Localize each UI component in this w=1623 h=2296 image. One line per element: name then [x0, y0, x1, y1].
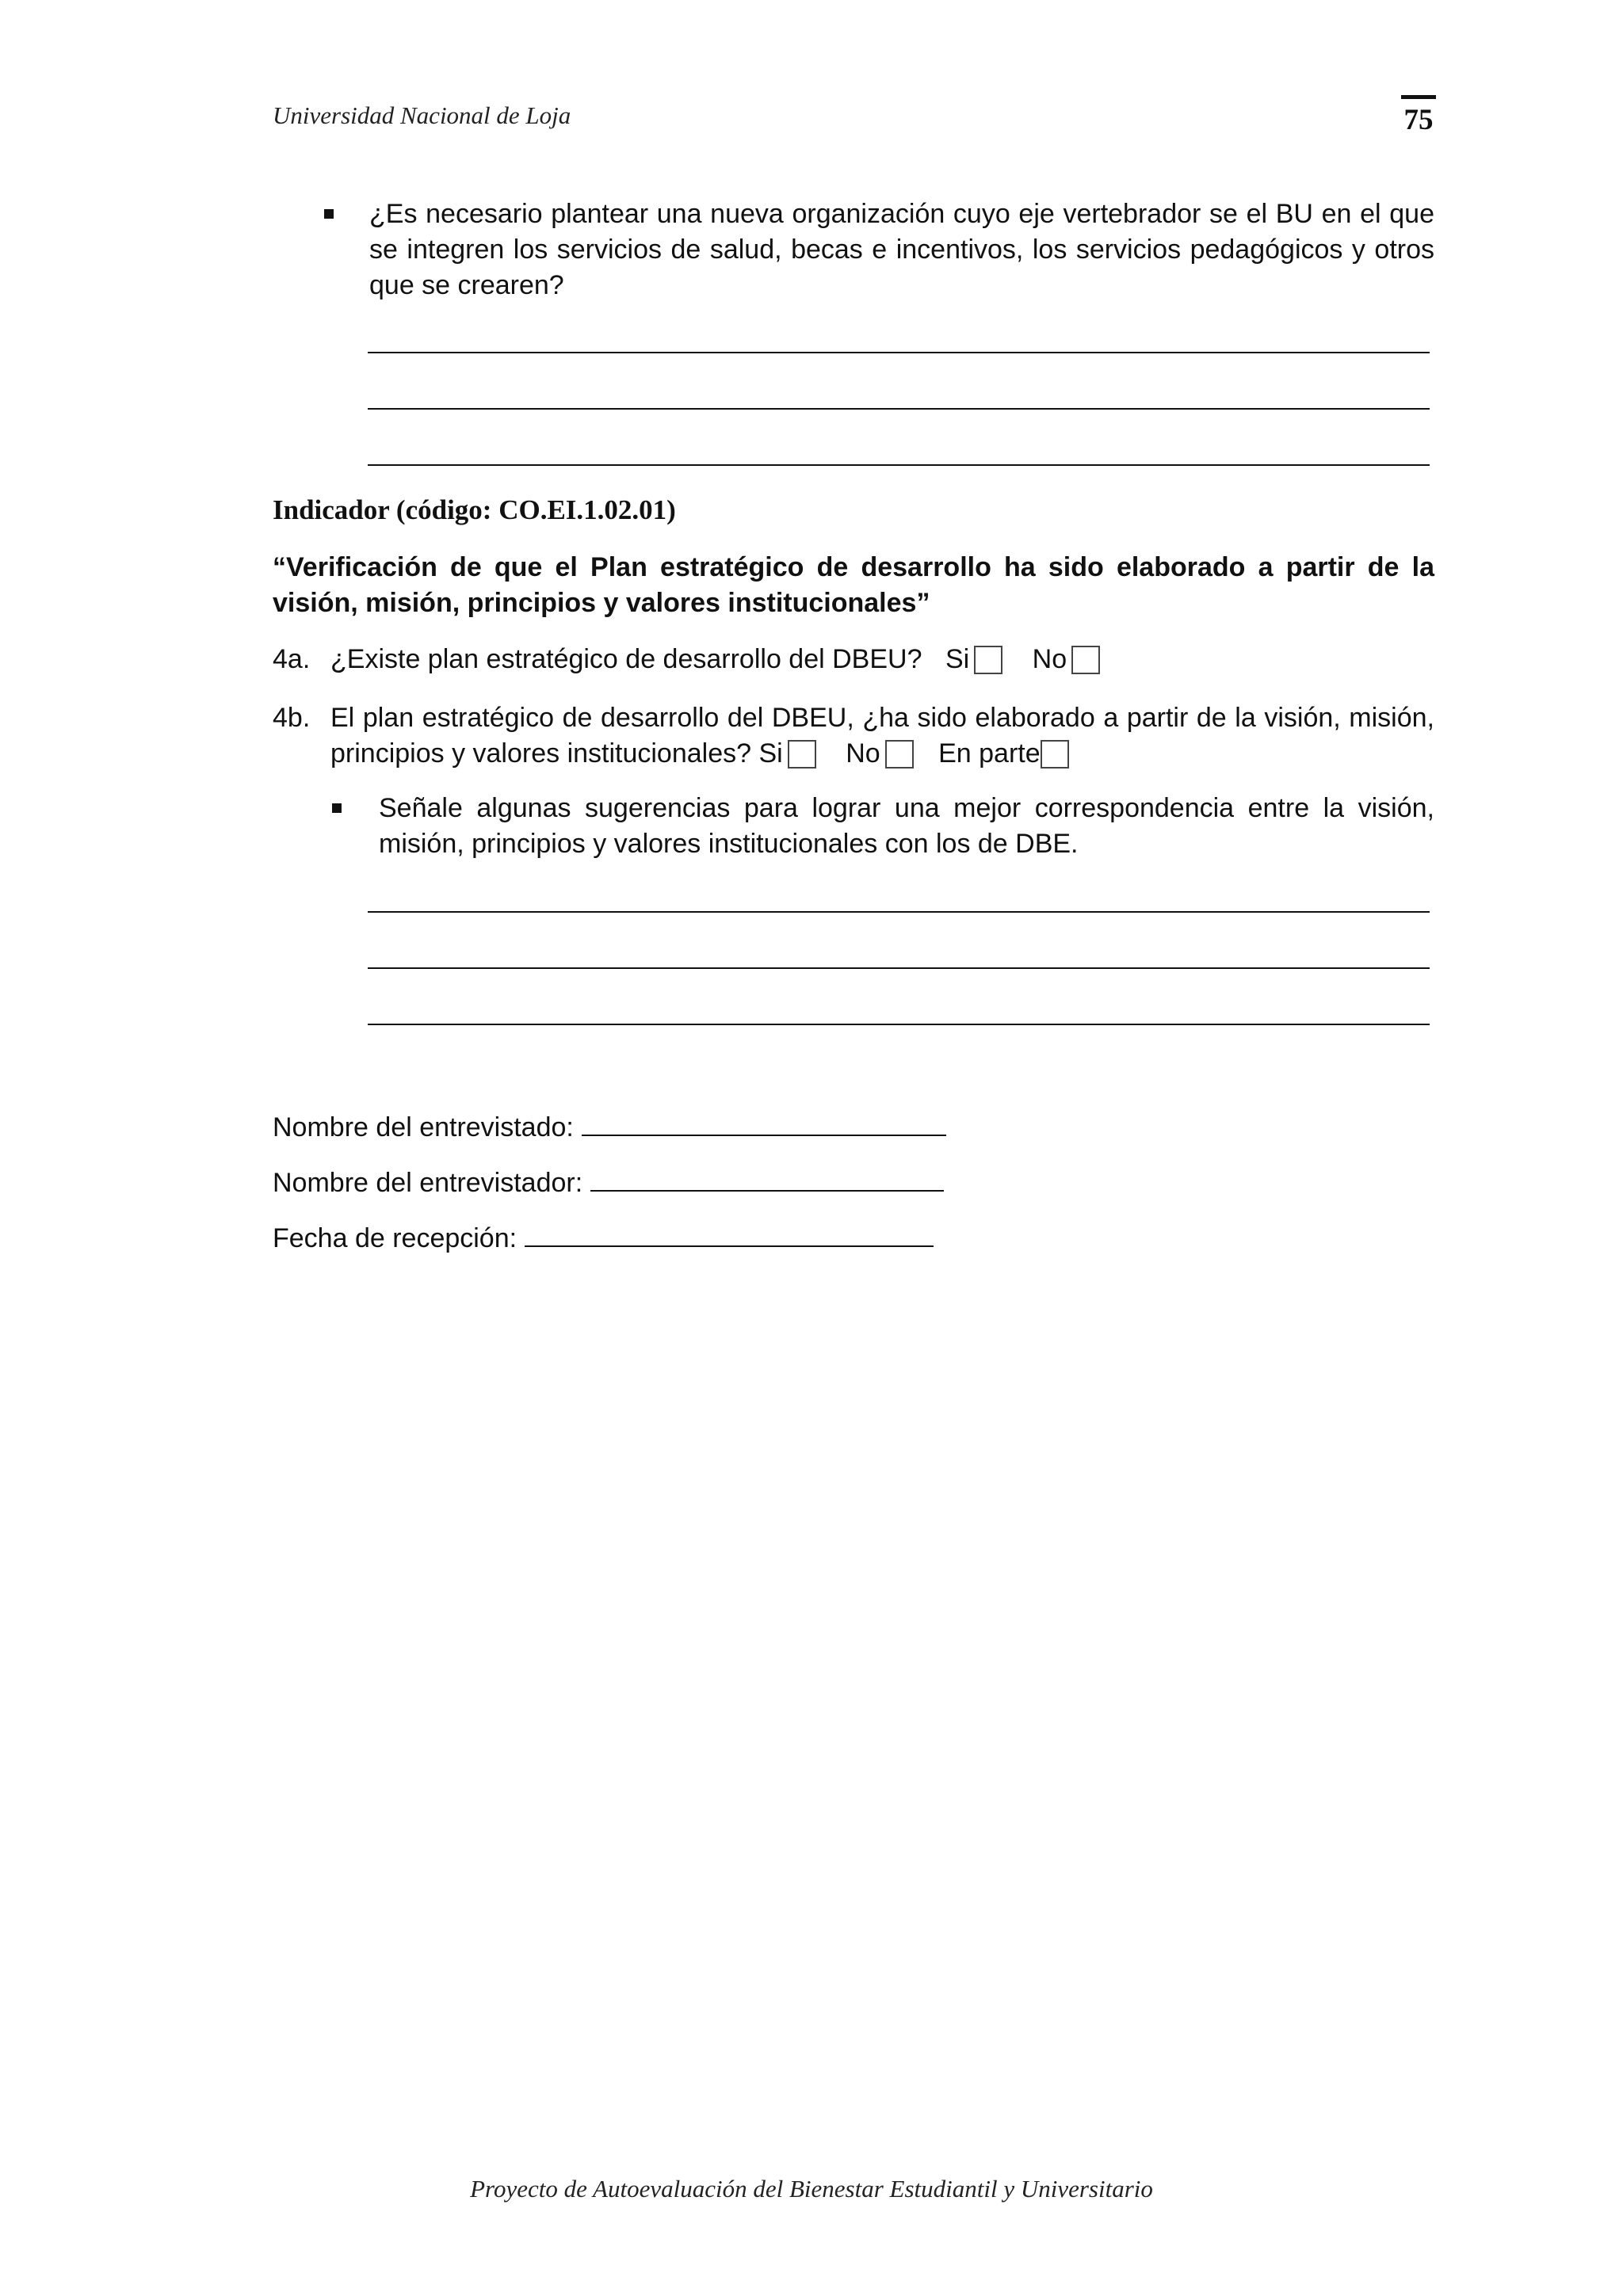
answer-line[interactable]	[368, 1024, 1430, 1025]
interviewer-input[interactable]	[590, 1163, 944, 1192]
question-4b-text: El plan estratégico de desarrollo del DBEU, ¿ha sido elaborado a partir de la visión, misión, principios y valores institucionales? Si No En parte	[330, 703, 1434, 769]
interviewee-label: Nombre del entrevistado:	[273, 1112, 574, 1142]
interviewee-input[interactable]	[582, 1108, 946, 1136]
question-4a	[330, 642, 1100, 677]
bullet-icon	[332, 803, 342, 813]
answer-line[interactable]	[368, 464, 1430, 466]
option-no-label: No	[1032, 644, 1067, 674]
option-si-label: Si	[758, 738, 783, 769]
option-en-parte-label: En parte	[938, 738, 1041, 769]
page-number-block	[1400, 95, 1438, 135]
answer-line[interactable]	[368, 967, 1430, 969]
page-number: 75	[1403, 104, 1434, 136]
reception-date-label: Fecha de recepción:	[273, 1223, 517, 1253]
indicator-statement: “Verificación de que el Plan estratégico de desarrollo ha sido elaborado a partir de la visión, misión, principios y valores institucionales”	[273, 552, 1434, 618]
indicator-heading: Indicador (código: CO.EI.1.02.01)	[273, 494, 676, 525]
interviewer-label: Nombre del entrevistador:	[273, 1168, 583, 1198]
option-no-label: No	[846, 738, 880, 769]
reception-date-input[interactable]	[525, 1219, 934, 1247]
answer-line[interactable]	[368, 408, 1430, 410]
interviewer-field	[273, 1163, 944, 1201]
footer-text: Proyecto de Autoevaluación del Bienestar Estudiantil y Universitario	[470, 2175, 1153, 2203]
header-institution: Universidad Nacional de Loja	[273, 101, 571, 129]
question-4a-number: 4a.	[273, 644, 311, 674]
question-bullet-2: Señale algunas sugerencias para lograr una mejor correspondencia entre la visión, misión, principios y valores institucionales con los de DBE.	[379, 793, 1434, 859]
page-number-bar	[1401, 95, 1436, 99]
option-si-label: Si	[945, 644, 970, 674]
interviewee-field	[273, 1108, 946, 1146]
answer-line[interactable]	[368, 911, 1430, 913]
checkbox-4a-no[interactable]	[1071, 646, 1100, 674]
checkbox-4a-si[interactable]	[974, 646, 1002, 674]
checkbox-4b-no[interactable]	[885, 740, 914, 769]
checkbox-4b-si[interactable]	[788, 740, 816, 769]
checkbox-4b-en-parte[interactable]	[1041, 740, 1069, 769]
question-4b-number: 4b.	[273, 703, 311, 733]
answer-line[interactable]	[368, 352, 1430, 353]
question-bullet-1: ¿Es necesario plantear una nueva organización cuyo eje vertebrador se el BU en el que se integren los servicios de salud, becas e incentivos, los servicios pedagógicos y otros que se crearen?	[369, 199, 1434, 300]
reception-date-field	[273, 1219, 934, 1257]
bullet-icon	[324, 209, 334, 219]
question-4a-text: ¿Existe plan estratégico de desarrollo del DBEU?	[330, 644, 922, 674]
